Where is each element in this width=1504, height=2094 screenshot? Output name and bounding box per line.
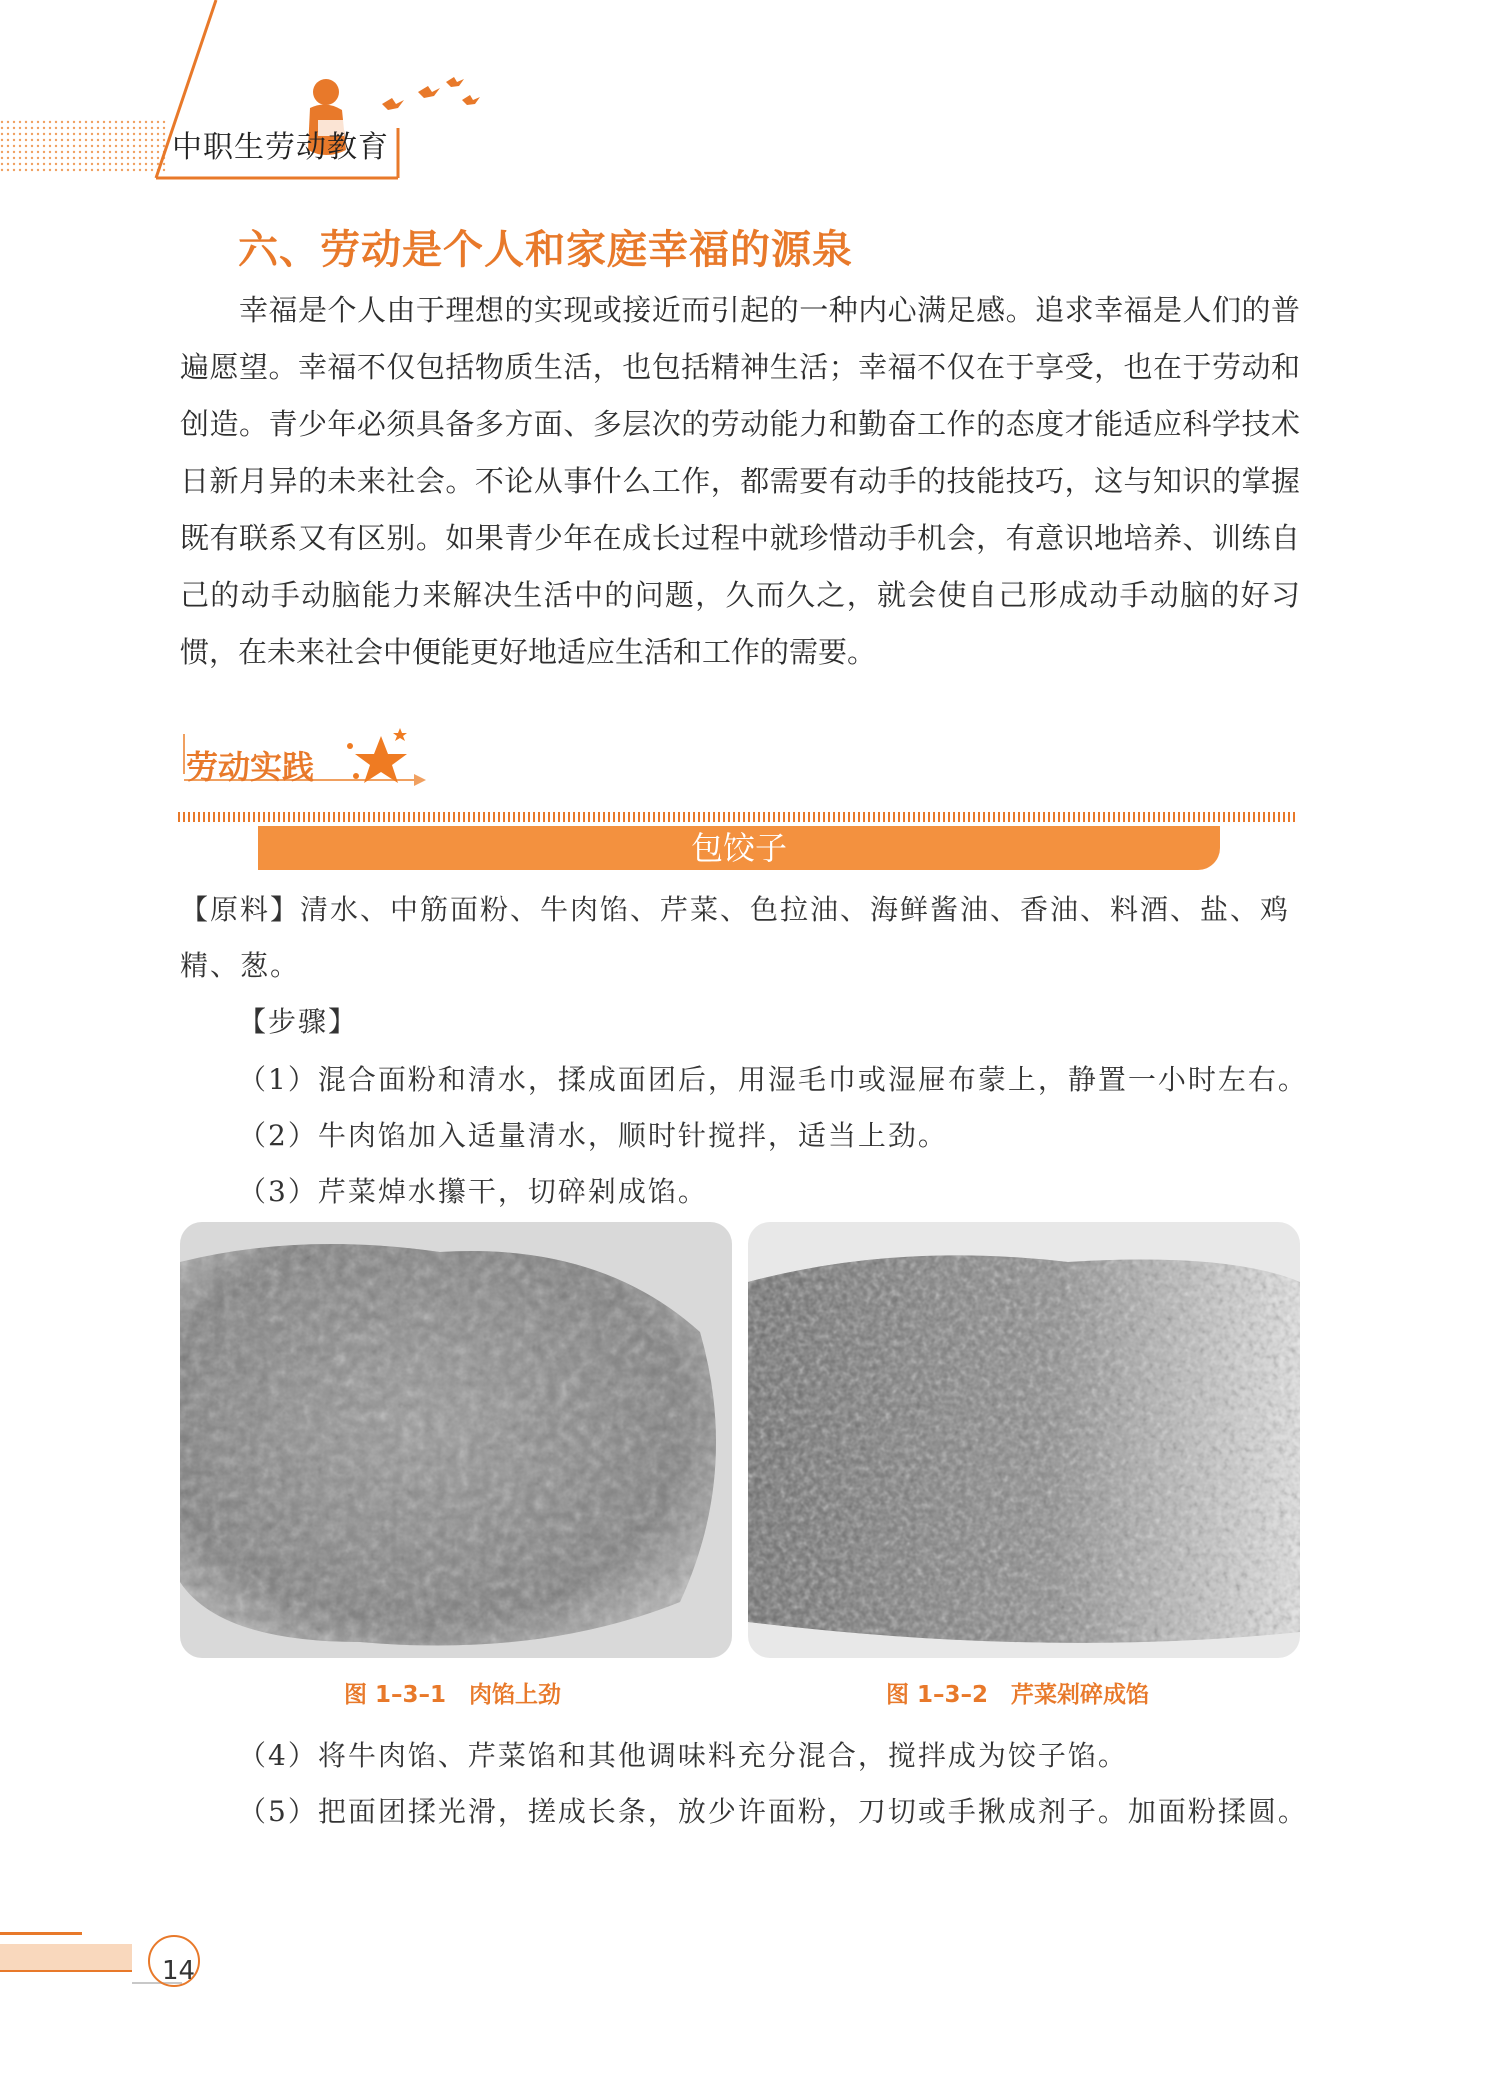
star-icon — [347, 728, 407, 783]
footer-decoration — [0, 1930, 240, 2000]
dotted-divider — [178, 812, 1298, 822]
birds-icon — [382, 77, 480, 110]
practice-title-banner: 包饺子 — [258, 826, 1220, 870]
section-title: 六、劳动是个人和家庭幸福的源泉 — [238, 226, 853, 273]
photo-celery-filling — [748, 1222, 1300, 1658]
book-title: 中职生劳动教育 — [172, 130, 389, 165]
paragraph-text: 幸福是个人由于理想的实现或接近而引起的一种内心满足感。追求幸福是人们的普遍愿望。幸福不仅包括物质生活，也包括精神生活；幸福不仅在于享受，也在于劳动和创造。青少年必须具备多方面、多层次的劳动能力和勤奋工作的态度才能适应科学技术日新月异的未来社会。不论从事什么工作，都需要有动手的技能技巧，这与知识的掌握既有联系又有区别。如果青少年在成长过程中就珍惜动手机会，有意识地培养、训练自己的动手动脑能力来解决生活中的问题，久而久之，就会使自己形成动手动脑的好习惯，在未来社会中便能更好地适应生活和工作的需要。 — [180, 293, 1300, 669]
figure-caption-1: 图 1–3–1 肉馅上劲 — [344, 1682, 562, 1708]
step-2: （2）牛肉馅加入适量清水，顺时针搅拌，适当上劲。 — [238, 1119, 948, 1152]
practice-tag-label: 劳动实践 — [186, 748, 315, 786]
step-4: （4）将牛肉馅、芹菜馅和其他调味料充分混合，搅拌成为饺子馅。 — [238, 1739, 1128, 1772]
figure-caption-2: 图 1–3–2 芹菜剁碎成馅 — [886, 1682, 1150, 1708]
section-paragraph — [180, 282, 1300, 681]
ingredients-line-2: 精、葱。 — [180, 949, 301, 982]
step-1: （1）混合面粉和清水，揉成面团后，用湿毛巾或湿屉布蒙上，静置一小时左右。 — [238, 1063, 1308, 1096]
photo-meat-filling — [180, 1222, 732, 1658]
ingredients-line-1: 【原料】清水、中筋面粉、牛肉馅、芹菜、色拉油、海鲜酱油、香油、料酒、盐、鸡 — [180, 893, 1291, 926]
page-number: 14 — [162, 1956, 196, 1986]
step-5: （5）把面团揉光滑，搓成长条，放少许面粉，刀切或手揪成剂子。加面粉揉圆。 — [238, 1795, 1308, 1828]
steps-label: 【步骤】 — [238, 1005, 359, 1038]
step-3: （3）芹菜焯水攥干，切碎剁成馅。 — [238, 1175, 708, 1208]
